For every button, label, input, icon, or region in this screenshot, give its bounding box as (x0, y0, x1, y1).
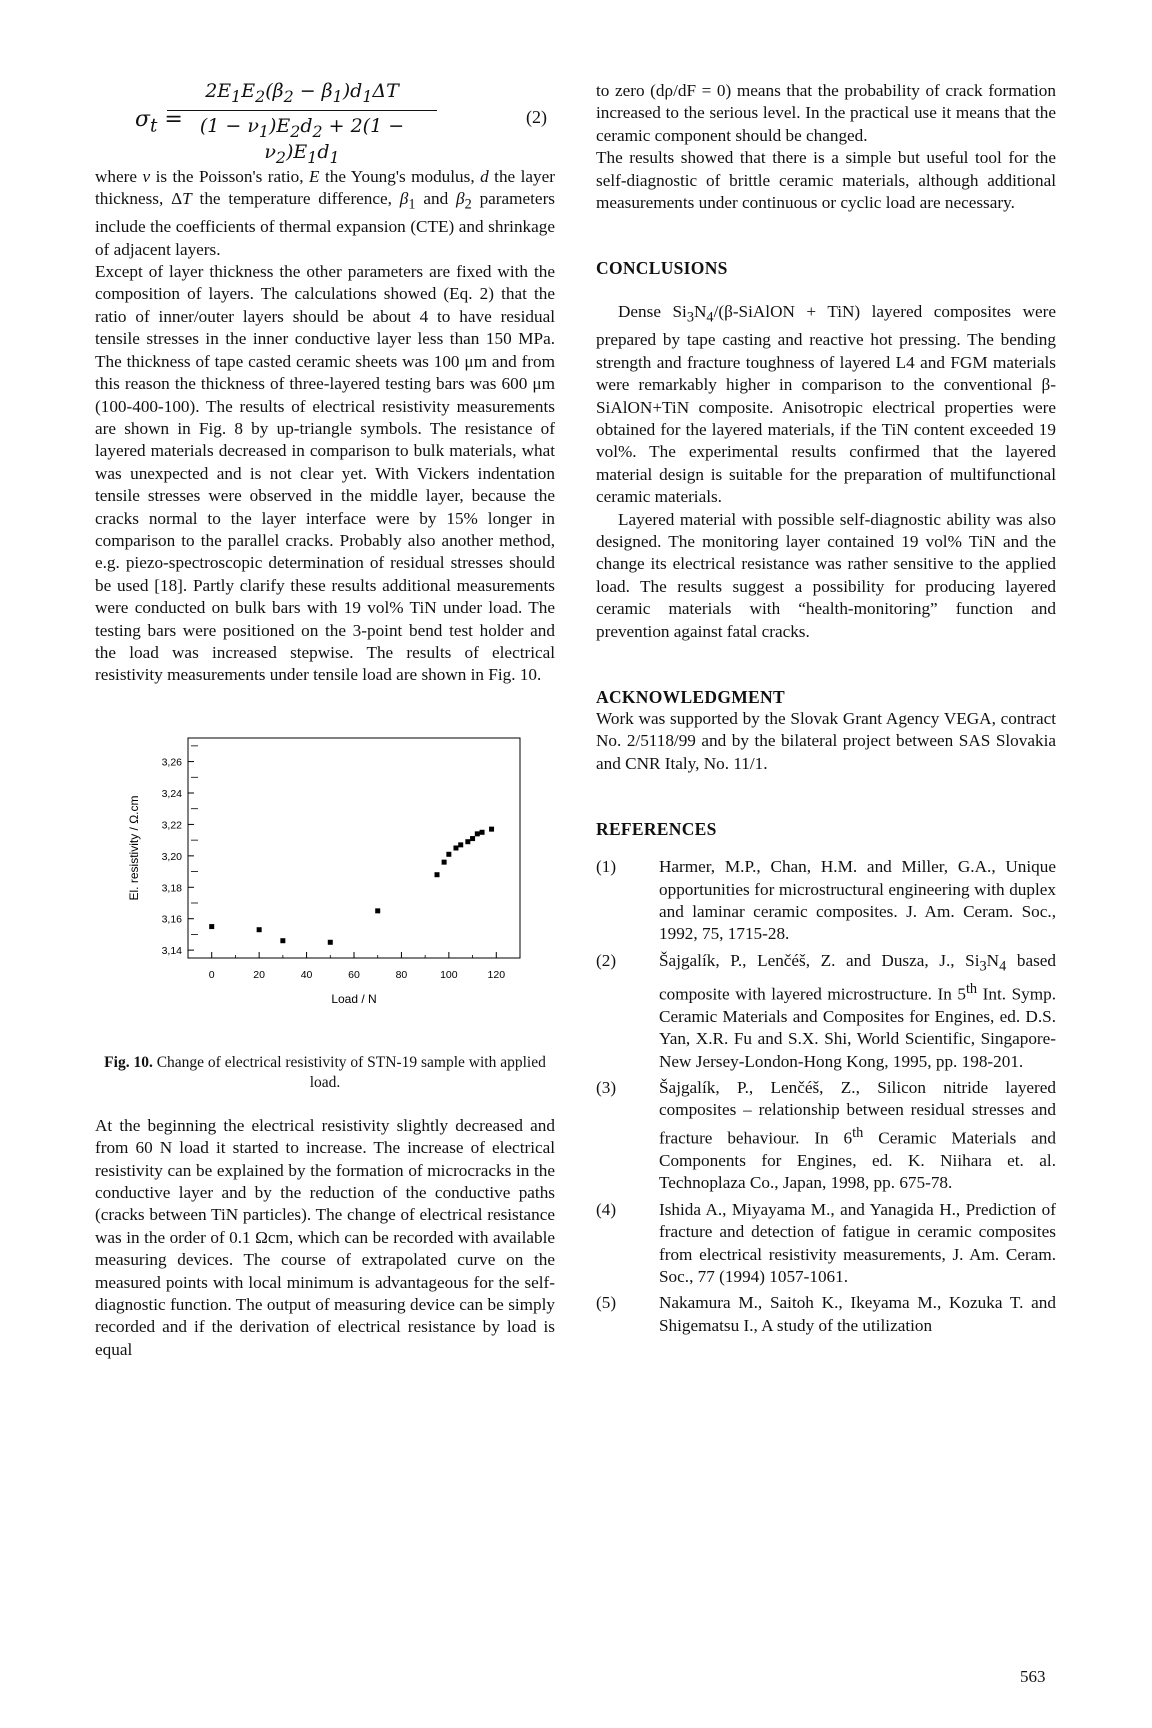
data-point (280, 938, 285, 943)
plot-frame (188, 738, 520, 958)
conclusions-paragraph-2: Layered material with possible self-diagnostic ability was also designed. The monitoring layer contained 19 vol% TiN and the change its electrical resistance was rather sensitive to the applied load. The results suggest a possibility for producing layered ceramic materials with “health-monitoring” function and prevention against fatal cracks. (596, 509, 1056, 641)
reference-item (596, 856, 1056, 946)
y-tick-label: 3,26 (161, 756, 182, 769)
references-list (596, 856, 1056, 1337)
data-point (446, 852, 451, 857)
y-tick-label: 3,22 (161, 819, 182, 832)
data-point (489, 826, 494, 831)
resistivity-chart (115, 723, 535, 1053)
x-tick-label: 0 (208, 968, 215, 981)
reference-number: (5) (596, 1293, 617, 1313)
acknowledgment-heading: ACKNOWLEDGMENT (596, 686, 785, 707)
data-point (465, 839, 470, 844)
x-tick-label: 60 (348, 968, 360, 981)
x-tick-label: 40 (300, 968, 313, 981)
reference-item (596, 1199, 1056, 1289)
reference-number: (4) (596, 1199, 617, 1219)
paragraph-variables: where ν is the Poisson's ratio, E the Young's modulus, d the layer thickness, ΔT the temperature difference, $\beta_1$ and $\beta_2$ parameters include the coefficients of thermal expansion (CTE) and shrinkage of adjacent layers. (95, 167, 555, 259)
paragraph-derivation: to zero (dρ/dF = 0) means that the probability of crack formation increased to the serious level. In the practical use it means that the ceramic component should be changed. (596, 81, 1056, 145)
left-column (95, 80, 555, 1361)
reference-text: Harmer, M.P., Chan, H.M. and Miller, G.A., Unique opportunities for microstructural engineering with duplex and laminar ceramic composites. J. Am. Ceram. Soc., 1992, 75, 1715-28. (659, 857, 1056, 944)
equation-number: (2) (526, 107, 547, 127)
data-point (453, 845, 458, 850)
equation-2 (95, 80, 555, 166)
data-point (435, 872, 440, 877)
acknowledgment-text: Work was supported by the Slovak Grant Agency VEGA, contract No. 2/5118/99 and by the bilateral project between SAS Slovakia and CNR Italy, No. 11/1. (596, 708, 1056, 773)
equation-lhs: $\sigma_t$ = (135, 107, 183, 137)
data-point (257, 927, 262, 932)
paragraph-self-diagnostic: The results showed that there is a simple but useful tool for the self-diagnostic of brittle ceramic materials, although additional measurements under continuous or cyclic load are necessary. (596, 148, 1056, 213)
figure-10 (95, 723, 555, 1053)
figure-caption (95, 1053, 555, 1093)
equation-fraction (167, 80, 437, 166)
data-point (480, 830, 485, 835)
data-point (458, 842, 463, 847)
paragraph-layer-thickness: Except of layer thickness the other parameters are fixed with the composition of layers. The calculations showed (Eq. 2) that the ratio of inner/outer layers should be about 4 to have residual tensile stresses in the inner conductive layer less than 150 MPa. The thickness of tape casted ceramic sheets was 100 μm and from this reason the thickness of three-layered testing bars was 600 μm (100-400-100). The results of electrical resistivity measurements are shown in Fig. 8 by up-triangle symbols. The resistance of layered materials decreased in comparison to bulk materials, what was unexpected and is not clear yet. With Vickers indentation tensile stresses were observed in the middle layer, because the cracks normal to the layer interface were by 15% longer in comparison to the parallel cracks. Probably also another method, e.g. piezo-spectroscopic determination of residual stresses should be used [18]. Partly clarify these results additional measurements were conducted on bulk bars with 19 vol% TiN under load. The testing bars were positioned on the 3-point bend test holder and the load was increased stepwise. The results of electrical resistivity measurements under tensile load are shown in Fig. 10. (95, 262, 555, 685)
y-tick-label: 3,20 (161, 850, 182, 863)
x-tick-label: 20 (253, 968, 265, 981)
y-tick-label: 3,24 (161, 787, 182, 800)
conclusions-paragraph-1: Dense $Si_3N_4/(\beta$-SiAlON + TiN) layered composites were prepared by tape casting and reactive hot pressing. The bending strength and fracture toughness of layered L4 and FGM materials were remarkably higher in comparison to the conventional β-SiAlON+TiN composite. Anisotropic electrical properties were obtained for the layered materials, if the TiN content exceeded 19 vol%. The experimental results confirmed that the layered material design is suitable for the preparation of multifunctional ceramic materials. (596, 302, 1056, 507)
reference-number: (3) (596, 1078, 617, 1098)
y-tick-label: 3,18 (161, 882, 182, 895)
data-point (209, 924, 214, 929)
reference-text: Šajgalík, P., Lenčéš, Z., Silicon nitride layered composites – relationship between residual stresses and fracture behaviour. In 6th Ceramic Materials and Components for Engines, ed. K. Niihara et. al. Technoplaza Co., Japan, 1998, pp. 675-78. (659, 1078, 1056, 1193)
x-tick-label: 100 (440, 968, 458, 981)
x-tick-label: 80 (395, 968, 408, 981)
references-heading: REFERENCES (596, 819, 717, 840)
reference-text: Nakamura M., Saitoh K., Ikeyama M., Kozuka T. and Shigematsu I., A study of the utilization (659, 1293, 1056, 1335)
data-point (375, 908, 380, 913)
y-tick-label: 3,16 (161, 913, 182, 926)
caption-text: Change of electrical resistivity of STN-19 sample with applied load. (152, 1053, 546, 1091)
y-tick-label: 3,14 (161, 944, 182, 957)
reference-item (596, 1292, 1056, 1337)
page-number: 563 (1020, 1667, 1046, 1686)
equation-denominator: $(1 - \nu_1)E_2d_2 + 2(1 - \nu_2)E_1d_1$ (199, 114, 405, 167)
reference-number: (2) (596, 950, 617, 970)
data-point (470, 836, 475, 841)
caption-label: Fig. 10. (104, 1053, 153, 1071)
right-column (596, 80, 1056, 1341)
reference-number: (1) (596, 857, 617, 877)
reference-item (596, 1077, 1056, 1195)
reference-item (596, 950, 1056, 1073)
x-axis-label: Load / N (331, 991, 377, 1006)
paragraph-results: At the beginning the electrical resistivity slightly decreased and from 60 N load it started to increase. The increase of electrical resistivity can be explained by the formation of microcracks in the conductive layer and by the reduction of the conductive paths (cracks between TiN particles). The change of electrical resistance was in the order of 0.1 Ωcm, which can be recorded with available measuring devices. The course of extrapolated curve on the measured points with local minimum is advantageous for the self-diagnostic function. The output of measuring device can be simply recorded and if the derivation of electrical resistance by load is equal (95, 1115, 555, 1359)
data-point (475, 831, 480, 836)
equation-numerator: $2E_1E_2(\beta_2 - \beta_1)d_1\Delta T$ (205, 80, 399, 106)
conclusions-heading: CONCLUSIONS (596, 258, 728, 279)
y-axis-label: El. resistivity / Ω.cm (127, 795, 141, 901)
data-point (328, 940, 333, 945)
x-tick-label: 120 (487, 968, 506, 981)
reference-text: Ishida A., Miyayama M., and Yanagida H., Prediction of fracture and detection of fatigue in ceramic composites from electrical resistivity measurements, J. Am. Ceram. Soc., 77 (1994) 1057-1061. (659, 1199, 1056, 1286)
reference-text: Šajgalík, P., Lenčéš, Z. and Dusza, J., $Si_3N_4$ based composite with layered microstructure. In 5th Int. Symp. Ceramic Materials and Composites for Engines, ed. D.S. Yan, X.R. Fu and S.X. Shi, World Scientific, Singapore-New Jersey-London-Hong Kong, 1995, pp. 198-201. (659, 950, 1056, 1071)
data-point (442, 859, 447, 864)
